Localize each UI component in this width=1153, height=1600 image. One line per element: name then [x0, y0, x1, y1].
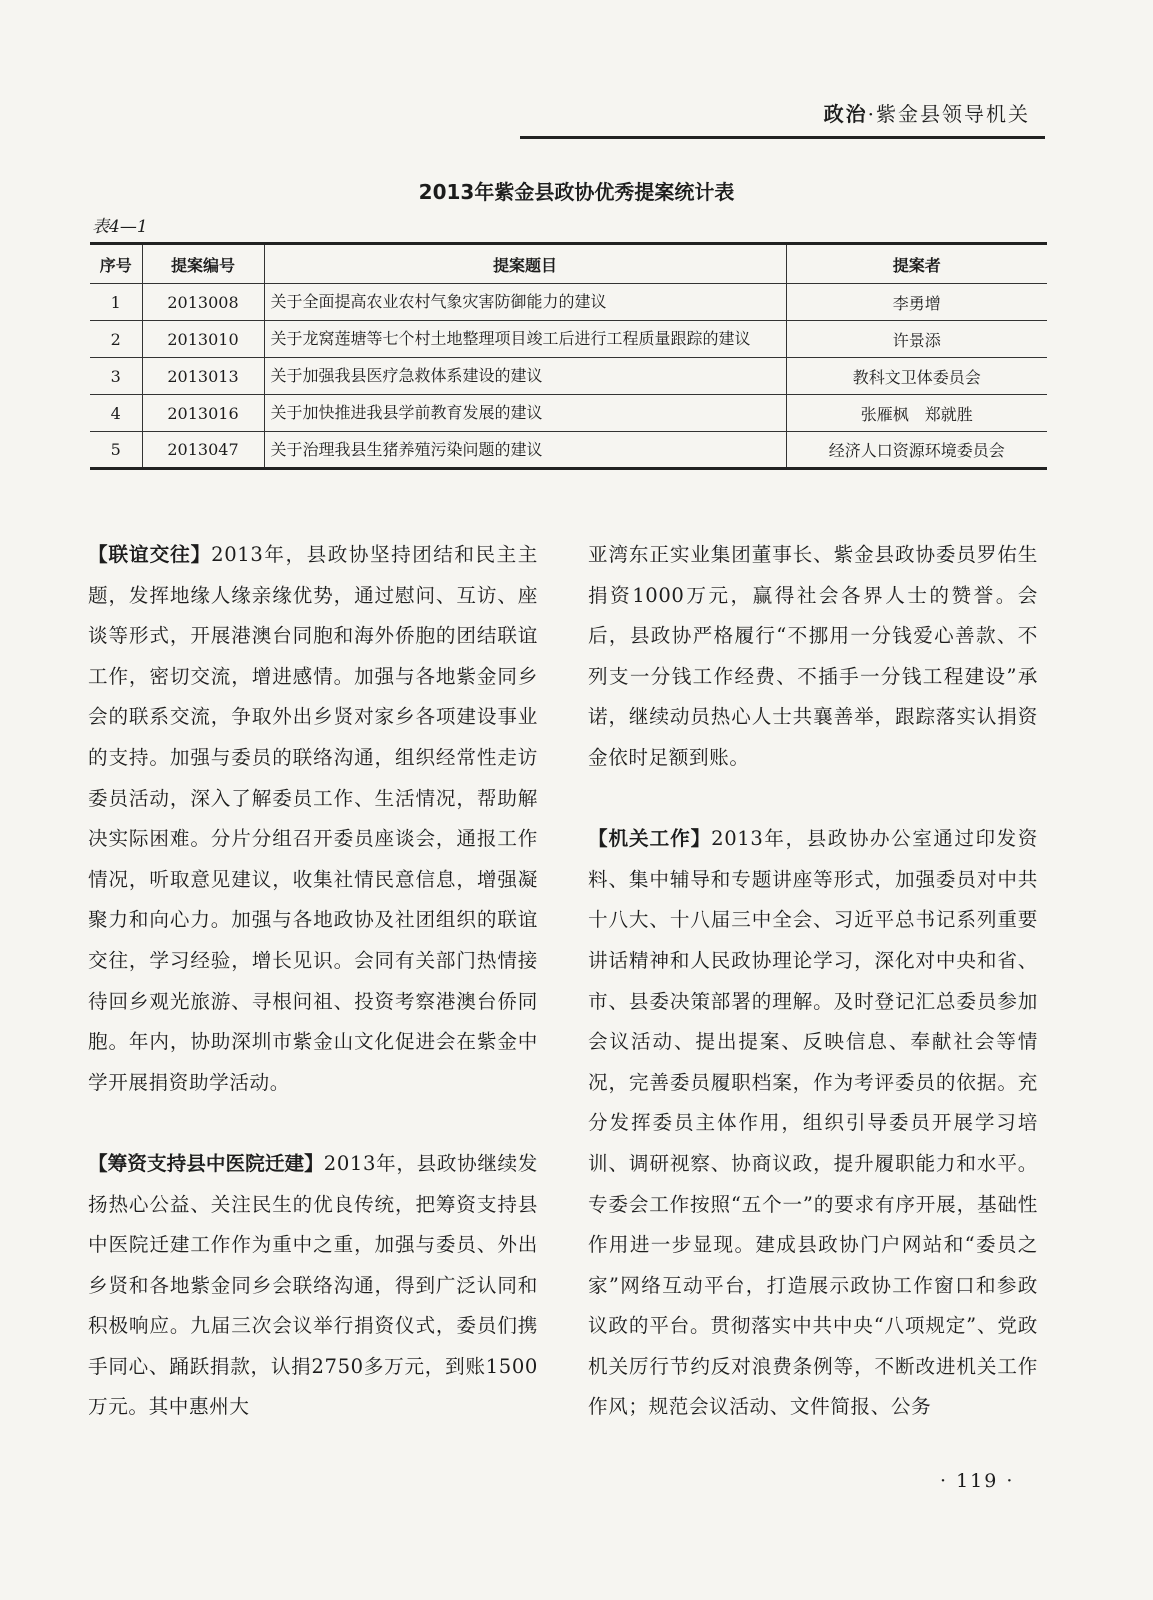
cell-title: 关于加快推进我县学前教育发展的建议	[264, 395, 786, 432]
paragraph-office	[588, 819, 1038, 1428]
proposal-table	[90, 242, 1047, 470]
section-body: 2013年，县政协继续发扬热心公益、关注民生的优良传统，把筹资支持县中医院迁建工作作为重中之重，加强与委员、外出乡贤和各地紫金同乡会联络沟通，得到广泛认同和积极响应。九届三次会议举行捐资仪式，委员们携手同心、踊跃捐款，认捐2750多万元，到账1500万元。其中惠州大	[88, 1151, 538, 1419]
cell-no: 4	[90, 395, 142, 432]
cell-author: 李勇增	[892, 293, 941, 313]
right-column	[588, 535, 1038, 1428]
paragraph-liaison	[88, 535, 538, 1103]
cell-author: 许景添	[892, 330, 941, 350]
header-code: 提案编号	[142, 244, 264, 284]
running-head-chapter: ·紫金县领导机关	[867, 102, 1030, 126]
cell-title: 关于治理我县生猪养殖污染问题的建议	[264, 432, 786, 469]
cell-title: 关于龙窝莲塘等七个村土地整理项目竣工后进行工程质量跟踪的建议	[264, 321, 786, 358]
cell-no: 1	[90, 284, 142, 321]
running-head-section: 政治	[823, 102, 868, 126]
paragraph-fundraising	[88, 1144, 538, 1428]
table-row	[90, 432, 1047, 469]
table-row	[90, 284, 1047, 321]
header-title: 提案题目	[264, 244, 786, 284]
section-body: 2013年，县政协办公室通过印发资料、集中辅导和专题讲座等形式，加强委员对中共十八大、十八届三中全会、习近平总书记系列重要讲话精神和人民政协理论学习，深化对中央和省、市、县委决策部署的理解。及时登记汇总委员参加会议活动、提出提案、反映信息、奉献社会等情况，完善委员履职档案，作为考评委员的依据。充分发挥委员主体作用，组织引导委员开展学习培训、调研视察、协商议政，提升履职能力和水平。专委会工作按照“五个一”的要求有序开展，基础性作用进一步显现。建成县政协门户网站和“委员之家”网络互动平台，打造展示政协工作窗口和参政议政的平台。贯彻落实中共中央“八项规定”、党政机关厉行节约反对浪费条例等，不断改进机关工作作风；规范会议活动、文件简报、公务	[588, 827, 1038, 1419]
paragraph-fundraising-continued: 亚湾东正实业集团董事长、紫金县政协委员罗佑生捐资1000万元，赢得社会各界人士的赞誉。会后，县政协严格履行“不挪用一分钱爱心善款、不列支一分钱工作经费、不插手一分钱工程建设”承诺，继续动员热心人士共襄善举，跟踪落实认捐资金依时足额到账。	[588, 543, 1038, 769]
running-head	[520, 98, 1040, 127]
left-column	[88, 535, 538, 1428]
cell-author: 经济人口资源环境委员会	[828, 441, 1005, 460]
table-number: 表4—1	[92, 217, 148, 237]
table-row	[90, 321, 1047, 358]
cell-code: 2013016	[142, 395, 264, 432]
table-header-row	[90, 244, 1047, 284]
cell-code: 2013013	[142, 358, 264, 395]
section-heading: 【机关工作】	[588, 827, 712, 851]
page-number: · 119 ·	[940, 1470, 1015, 1492]
cell-title: 关于加强我县医疗急救体系建设的建议	[264, 358, 786, 395]
section-body: 2013年，县政协坚持团结和民主主题，发挥地缘人缘亲缘优势，通过慰问、互访、座谈等形式，开展港澳台同胞和海外侨胞的团结联谊工作，密切交流，增进感情。加强与各地紫金同乡会的联系交流，争取外出乡贤对家乡各项建设事业的支持。加强与委员的联络沟通，组织经常性走访委员活动，深入了解委员工作、生活情况，帮助解决实际困难。分片分组召开委员座谈会，通报工作情况，听取意见建议，收集社情民意信息，增强凝聚力和向心力。加强与各地政协及社团组织的联谊交往，学习经验，增长见识。会同有关部门热情接待回乡观光旅游、寻根问祖、投资考察港澳台侨同胞。年内，协助深圳市紫金山文化促进会在紫金中学开展捐资助学活动。	[88, 543, 538, 1094]
cell-code: 2013047	[142, 432, 264, 469]
cell-title: 关于全面提高农业农村气象灾害防御能力的建议	[264, 284, 786, 321]
cell-code: 2013008	[142, 284, 264, 321]
section-heading: 【筹资支持县中医院迁建】	[88, 1151, 324, 1175]
cell-no: 3	[90, 358, 142, 395]
cell-author: 教科文卫体委员会	[852, 367, 981, 387]
cell-no: 2	[90, 321, 142, 358]
table-row	[90, 395, 1047, 432]
header-author: 提案者	[892, 255, 941, 275]
header-no: 序号	[90, 244, 142, 284]
section-heading: 【联谊交往】	[88, 543, 212, 566]
table-title: 2013年紫金县政协优秀提案统计表	[418, 180, 735, 204]
header-rule	[520, 136, 1045, 139]
cell-code: 2013010	[142, 321, 264, 358]
cell-no: 5	[90, 432, 142, 469]
cell-author: 张雁枫 郑就胜	[860, 404, 973, 424]
table-row	[90, 358, 1047, 395]
